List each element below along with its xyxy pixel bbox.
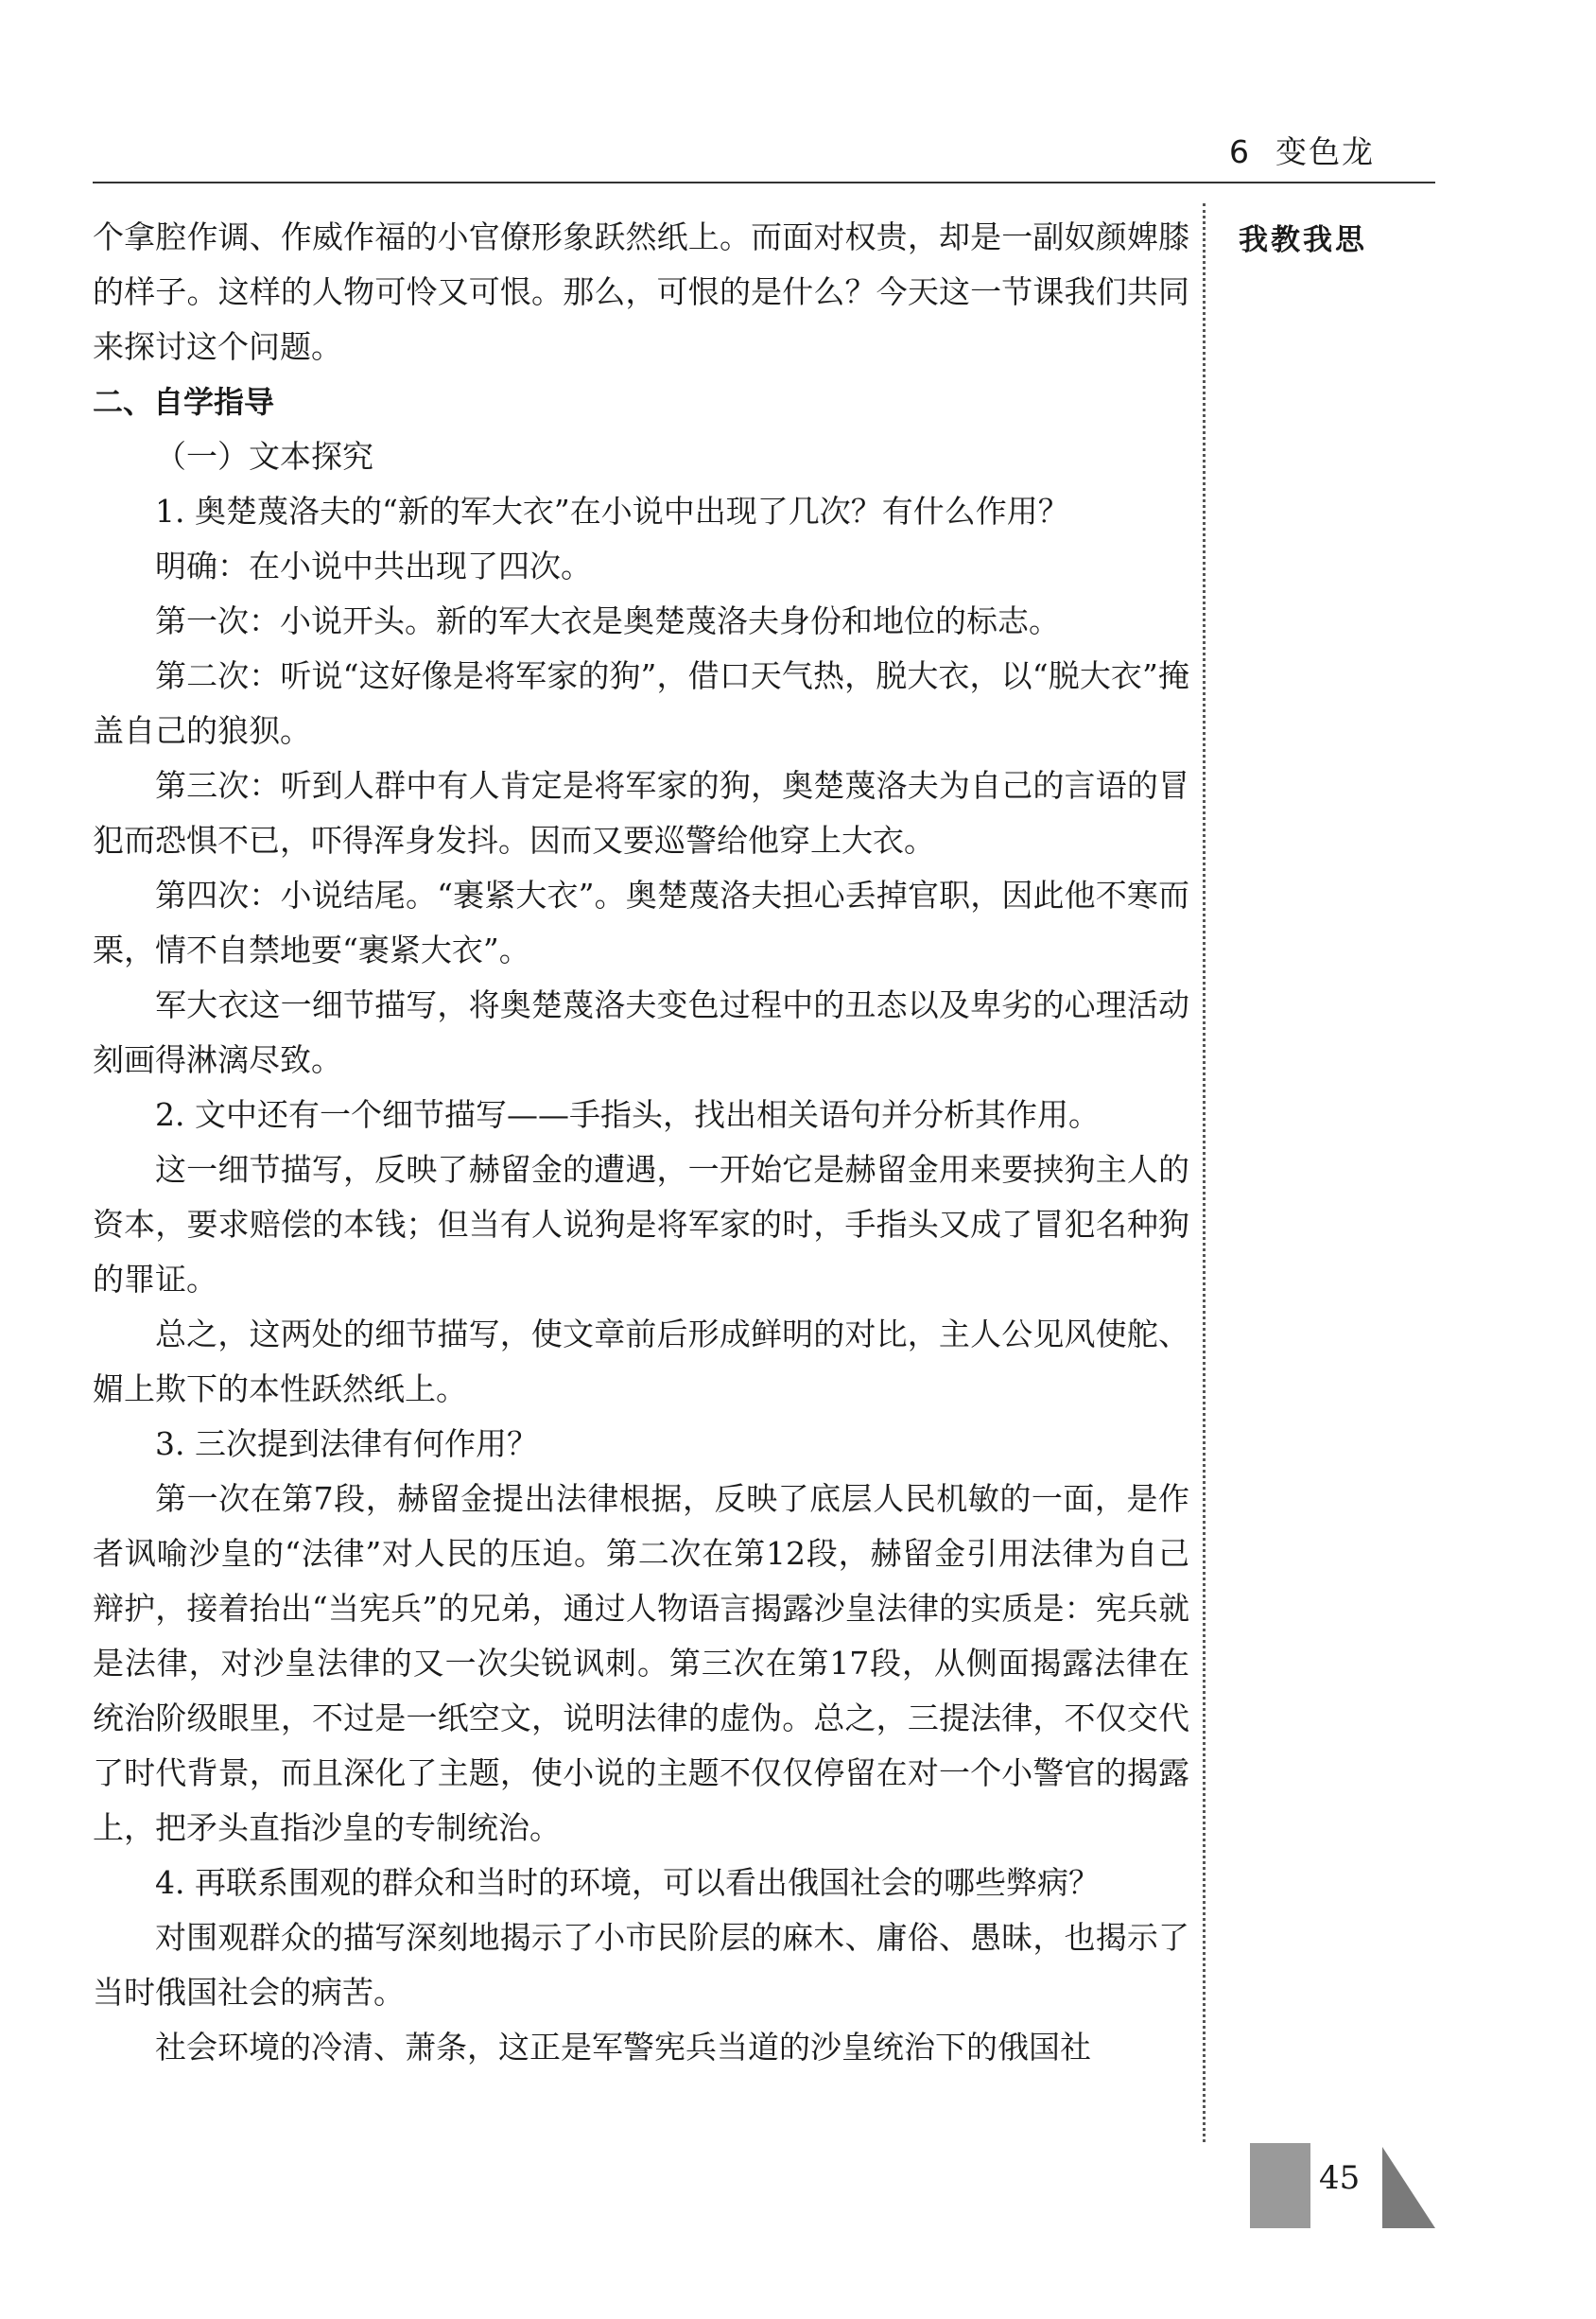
running-header bbox=[1229, 128, 1375, 172]
answer-paragraph: 第四次：小说结尾。“裹紧大衣”。奥楚蔑洛夫担心丢掉官职，因此他不寒而栗，情不自禁地要“裹紧大衣”。 bbox=[93, 877, 1189, 968]
column-separator bbox=[1203, 203, 1206, 2142]
footer-gray-block bbox=[1250, 2143, 1310, 2228]
subsection-heading: （一）文本探究 bbox=[155, 438, 373, 475]
intro-paragraph: 个拿腔作调、作威作福的小官僚形象跃然纸上。而面对权贵，却是一副奴颜婢膝的样子。这样的人物可怜又可恨。那么，可恨的是什么？今天这一节课我们共同来探讨这个问题。 bbox=[93, 218, 1189, 365]
question-1: 1. 奥楚蔑洛夫的“新的军大衣”在小说中出现了几次？有什么作用？ bbox=[155, 493, 1069, 530]
answer-paragraph: 明确：在小说中共出现了四次。 bbox=[155, 548, 592, 584]
answer-paragraph: 第三次：听到人群中有人肯定是将军家的狗，奥楚蔑洛夫为自己的言语的冒犯而恐惧不已，吓得浑身发抖。因而又要巡警给他穿上大衣。 bbox=[93, 767, 1189, 859]
question-2: 2. 文中还有一个细节描写——手指头，找出相关语句并分析其作用。 bbox=[155, 1096, 1100, 1133]
answer-paragraph: 军大衣这一细节描写，将奥楚蔑洛夫变色过程中的丑态以及卑劣的心理活动刻画得淋漓尽致。 bbox=[93, 986, 1189, 1078]
lesson-number: 6 bbox=[1229, 133, 1251, 170]
section-heading: 二、自学指导 bbox=[93, 384, 275, 420]
answer-paragraph: 第二次：听说“这好像是将军家的狗”，借口天气热，脱大衣，以“脱大衣”掩盖自己的狼狈。 bbox=[93, 657, 1189, 749]
answer-paragraph: 对围观群众的描写深刻地揭示了小市民阶层的麻木、庸俗、愚昧，也揭示了当时俄国社会的病苦。 bbox=[93, 1919, 1189, 2011]
question-3: 3. 三次提到法律有何作用？ bbox=[155, 1425, 538, 1462]
answer-paragraph: 第一次在第7段，赫留金提出法律根据，反映了底层人民机敏的一面，是作者讽喻沙皇的“法律”对人民的压迫。第二次在第12段，赫留金引用法律为自己辩护，接着抬出“当宪兵”的兄弟，通过人物语言揭露沙皇法律的实质是：宪兵就是法律，对沙皇法律的又一次尖锐讽刺。第三次在第17段，从侧面揭露法律在统治阶级眼里，不过是一纸空文，说明法律的虚伪。总之，三提法律，不仅交代了时代背景，而且深化了主题，使小说的主题不仅仅停留在对一个小警官的揭露上，把矛头直指沙皇的专制统治。 bbox=[93, 1480, 1189, 1846]
answer-paragraph: 社会环境的冷清、萧条，这正是军警宪兵当道的沙皇统治下的俄国社 bbox=[155, 2029, 1091, 2066]
answer-paragraph: 总之，这两处的细节描写，使文章前后形成鲜明的对比，主人公见风使舵、媚上欺下的本性跃然纸上。 bbox=[93, 1316, 1189, 1407]
main-text-column bbox=[93, 210, 1189, 2075]
answer-paragraph: 第一次：小说开头。新的军大衣是奥楚蔑洛夫身份和地位的标志。 bbox=[155, 602, 1060, 639]
lesson-title: 变色龙 bbox=[1275, 133, 1375, 170]
header-rule bbox=[93, 182, 1435, 183]
answer-paragraph: 这一细节描写，反映了赫留金的遭遇，一开始它是赫留金用来要挟狗主人的资本，要求赔偿的本钱；但当有人说狗是将军家的时，手指头又成了冒犯名种狗的罪证。 bbox=[93, 1151, 1189, 1298]
page-number: 45 bbox=[1319, 2159, 1361, 2197]
sidebar-label: 我教我思 bbox=[1239, 223, 1367, 257]
question-4: 4. 再联系围观的群众和当时的环境，可以看出俄国社会的哪些弊病？ bbox=[155, 1864, 1100, 1901]
corner-triangle-icon bbox=[1382, 2147, 1435, 2228]
